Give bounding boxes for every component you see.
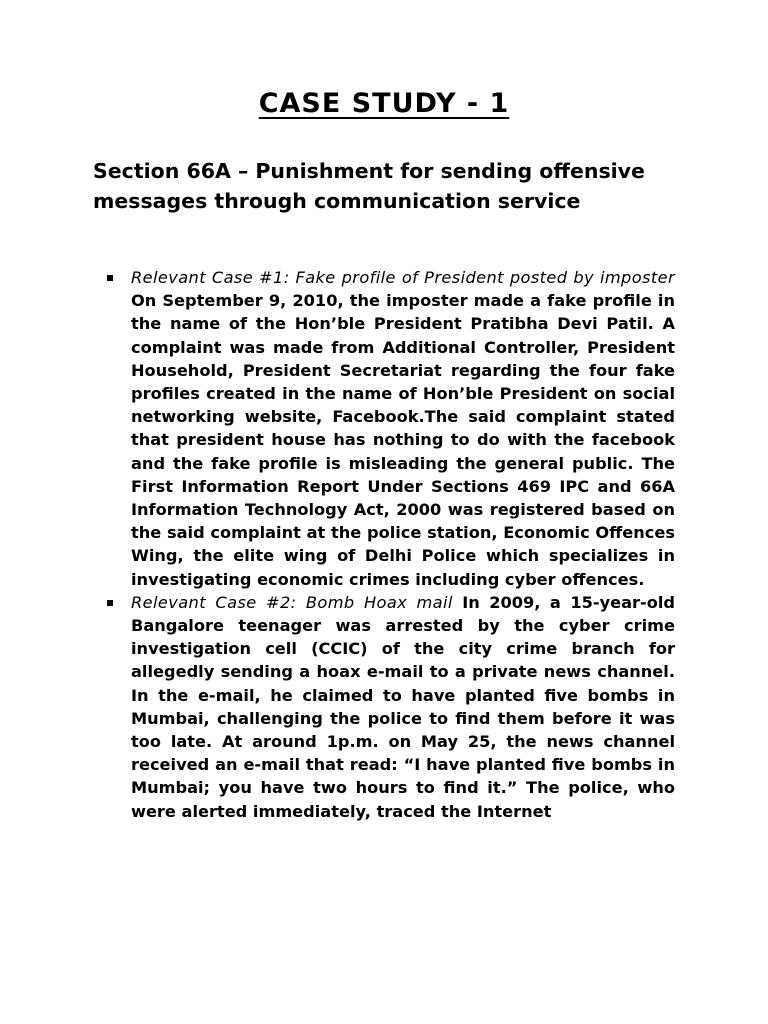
section-heading: Section 66A – Punishment for sending offensive messages through communication service [93,159,645,213]
case-body: On September 9, 2010, the imposter made a fake profile in the name of the Hon’ble President Pratibha Devi Patil. A complaint was made from Additional Controller, President Household, President Secretariat regarding the four fake profiles created in the name of Hon’ble President on social networking website, Facebook.The said complaint stated that president house has nothing to do with the facebook and the fake profile is misleading the general public. The First Information Report Under Sections 469 IPC and 66A Information Technology Act, 2000 was registered based on the said complaint at the police station, Economic Offences Wing, the elite wing of Delhi Police which specializes in investigating economic crimes including cyber offences. [131,291,675,589]
page-title [0,88,768,119]
square-bullet-icon [107,275,113,281]
case-list [131,266,675,823]
square-bullet-icon [107,600,113,606]
page-title-text: CASE STUDY - 1 [258,88,510,119]
case-title: Relevant Case #1: Fake profile of President posted by imposter [131,268,675,287]
case-title: Relevant Case #2: Bomb Hoax mail [131,592,463,612]
case-body: In 2009, a 15-year-old Bangalore teenager was arrested by the cyber crime investigation cell (CCIC) of the city crime branch for allegedly sending a hoax e-mail to a private news channel. In the e-mail, he claimed to have planted five bombs in Mumbai, challenging the police to find them before it was too late. At around 1p.m. on May 25, the news channel received an e-mail that read: “I have planted five bombs in Mumbai; you have two hours to find it.” The police, who were alerted immediately, traced the Internet [131,592,675,821]
list-item-case-1 [131,266,675,591]
list-item-case-2 [131,591,675,823]
